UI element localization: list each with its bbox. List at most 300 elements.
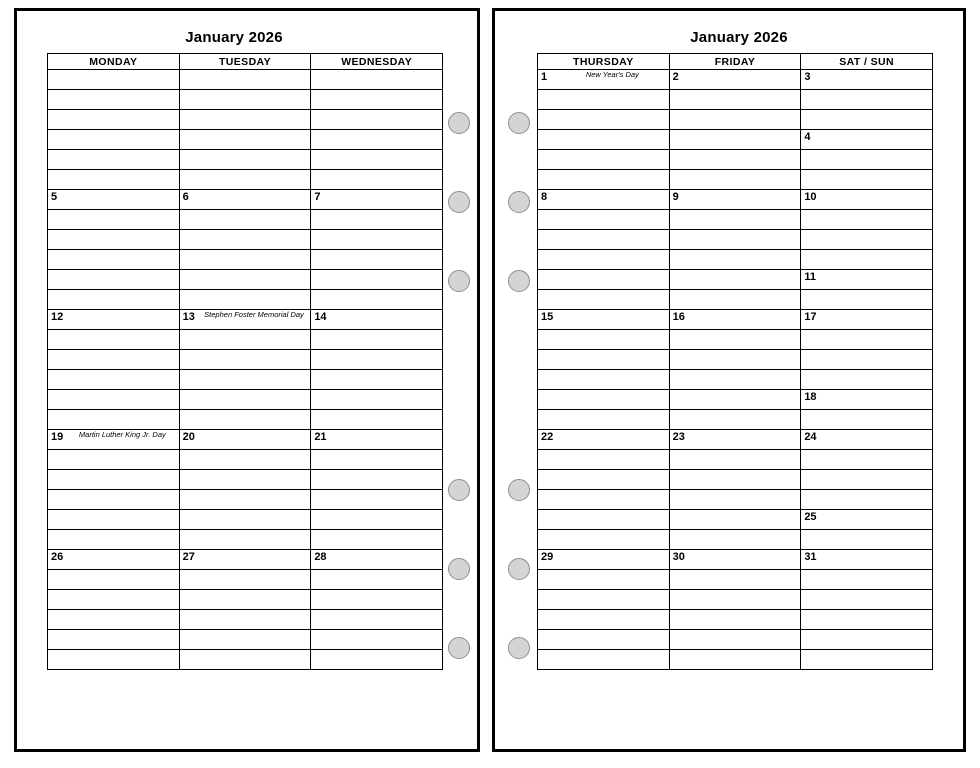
- calendar-row: [48, 650, 443, 670]
- calendar-row: [538, 130, 933, 150]
- day-cell-sunday[interactable]: [801, 270, 933, 290]
- day-cell[interactable]: [48, 430, 180, 450]
- calendar-row: [48, 190, 443, 210]
- calendar-header-row: [538, 54, 933, 70]
- writing-line-cell[interactable]: [48, 390, 180, 410]
- calendar-row: [48, 390, 443, 410]
- day-cell[interactable]: [801, 190, 933, 210]
- writing-line-cell[interactable]: [801, 330, 933, 350]
- calendar-row: [48, 170, 443, 190]
- writing-line-cell[interactable]: [179, 490, 311, 510]
- calendar-row: [538, 190, 933, 210]
- calendar-row: [48, 310, 443, 330]
- writing-line-cell[interactable]: [538, 210, 670, 230]
- writing-line-cell[interactable]: [669, 230, 801, 250]
- day-number: 24: [804, 431, 817, 443]
- day-cell[interactable]: [179, 550, 311, 570]
- writing-line-cell[interactable]: [801, 250, 933, 270]
- writing-line-cell[interactable]: [48, 110, 180, 130]
- day-number: 21: [314, 431, 327, 443]
- writing-line-cell[interactable]: [179, 470, 311, 490]
- writing-line-cell[interactable]: [669, 630, 801, 650]
- writing-line-cell[interactable]: [669, 530, 801, 550]
- writing-line-cell[interactable]: [311, 530, 443, 550]
- day-number: 15: [541, 311, 554, 323]
- writing-line-cell[interactable]: [669, 510, 801, 530]
- calendar-row: [48, 350, 443, 370]
- writing-line-cell[interactable]: [801, 470, 933, 490]
- writing-line-cell[interactable]: [179, 390, 311, 410]
- calendar-row: [538, 410, 933, 430]
- writing-line-cell[interactable]: [669, 350, 801, 370]
- day-number: 28: [314, 551, 327, 563]
- writing-line-cell[interactable]: [48, 270, 180, 290]
- writing-line-cell[interactable]: [538, 530, 670, 550]
- writing-line-cell[interactable]: [669, 330, 801, 350]
- calendar-row: [538, 510, 933, 530]
- writing-line-cell[interactable]: [801, 110, 933, 130]
- writing-line-cell[interactable]: [48, 330, 180, 350]
- writing-line-cell[interactable]: [538, 170, 670, 190]
- day-cell-sunday[interactable]: [801, 390, 933, 410]
- day-number: 26: [51, 551, 64, 563]
- page-title-left: January 2026: [185, 29, 283, 46]
- writing-line-cell[interactable]: [538, 650, 670, 670]
- writing-line-cell[interactable]: [48, 650, 180, 670]
- day-number: 1: [541, 71, 548, 83]
- writing-line-cell[interactable]: [48, 370, 180, 390]
- day-cell[interactable]: [311, 310, 443, 330]
- day-cell[interactable]: [801, 310, 933, 330]
- binder-ring-hole-left: [448, 191, 470, 213]
- writing-line-cell[interactable]: [801, 590, 933, 610]
- writing-line-cell[interactable]: [179, 530, 311, 550]
- calendar-row: [538, 70, 933, 90]
- writing-line-cell[interactable]: [801, 450, 933, 470]
- writing-line-cell[interactable]: [538, 490, 670, 510]
- writing-line-cell[interactable]: [311, 410, 443, 430]
- column-header-monday: MONDAY: [48, 54, 180, 70]
- calendar-grid-left: [47, 53, 443, 670]
- writing-line-cell[interactable]: [801, 530, 933, 550]
- binder-ring-hole-left: [448, 637, 470, 659]
- calendar-row: [538, 550, 933, 570]
- writing-line-cell[interactable]: [48, 90, 180, 110]
- calendar-row: [538, 590, 933, 610]
- calendar-row: [48, 90, 443, 110]
- writing-line-cell[interactable]: [801, 150, 933, 170]
- writing-line-cell[interactable]: [538, 150, 670, 170]
- day-number: 19: [51, 431, 64, 443]
- day-cell[interactable]: [538, 190, 670, 210]
- calendar-row: [538, 90, 933, 110]
- calendar-row: [48, 590, 443, 610]
- day-number: 31: [804, 551, 817, 563]
- calendar-row: [48, 530, 443, 550]
- column-header-sat-sun: SAT / SUN: [801, 54, 933, 70]
- day-cell[interactable]: [311, 190, 443, 210]
- writing-line-cell[interactable]: [538, 350, 670, 370]
- writing-line-cell[interactable]: [48, 590, 180, 610]
- binder-ring-hole-right: [508, 637, 530, 659]
- writing-line-cell[interactable]: [179, 130, 311, 150]
- writing-line-cell[interactable]: [538, 570, 670, 590]
- column-header-wednesday: WEDNESDAY: [311, 54, 443, 70]
- day-number: 6: [182, 191, 189, 203]
- calendar-row: [48, 570, 443, 590]
- writing-line-cell[interactable]: [311, 130, 443, 150]
- writing-line-cell[interactable]: [669, 610, 801, 630]
- calendar-row: [48, 290, 443, 310]
- writing-line-cell[interactable]: [48, 250, 180, 270]
- writing-line-cell[interactable]: [801, 90, 933, 110]
- writing-line-cell[interactable]: [48, 350, 180, 370]
- day-cell[interactable]: [311, 430, 443, 450]
- calendar-row: [538, 530, 933, 550]
- writing-line-cell[interactable]: [311, 170, 443, 190]
- day-number: 5: [51, 191, 58, 203]
- planner-sheet-right: [492, 8, 966, 752]
- day-number: 16: [672, 311, 685, 323]
- day-cell[interactable]: [48, 550, 180, 570]
- binder-ring-hole-left: [448, 479, 470, 501]
- writing-line-cell[interactable]: [538, 250, 670, 270]
- calendar-row: [538, 230, 933, 250]
- writing-line-cell[interactable]: [801, 370, 933, 390]
- calendar-row: [48, 510, 443, 530]
- calendar-row: [538, 570, 933, 590]
- calendar-row: [538, 210, 933, 230]
- writing-line-cell[interactable]: [48, 510, 180, 530]
- writing-line-cell[interactable]: [669, 290, 801, 310]
- writing-line-cell[interactable]: [669, 170, 801, 190]
- writing-line-cell[interactable]: [48, 290, 180, 310]
- writing-line-cell[interactable]: [669, 470, 801, 490]
- writing-line-cell[interactable]: [801, 410, 933, 430]
- writing-line-cell[interactable]: [669, 210, 801, 230]
- column-header-tuesday: TUESDAY: [179, 54, 311, 70]
- day-number: 13: [182, 311, 195, 323]
- day-cell[interactable]: [311, 70, 443, 90]
- writing-line-cell[interactable]: [179, 510, 311, 530]
- day-cell[interactable]: [538, 550, 670, 570]
- writing-line-cell[interactable]: [538, 370, 670, 390]
- writing-line-cell[interactable]: [179, 330, 311, 350]
- calendar-row: [538, 350, 933, 370]
- writing-line-cell[interactable]: [311, 290, 443, 310]
- writing-line-cell[interactable]: [48, 170, 180, 190]
- day-number: 3: [804, 71, 811, 83]
- writing-line-cell[interactable]: [311, 110, 443, 130]
- calendar-row: [48, 270, 443, 290]
- writing-line-cell[interactable]: [179, 90, 311, 110]
- calendar-row: [538, 490, 933, 510]
- writing-line-cell[interactable]: [48, 150, 180, 170]
- writing-line-cell[interactable]: [538, 230, 670, 250]
- column-header-thursday: THURSDAY: [538, 54, 670, 70]
- calendar-table-left: [47, 53, 443, 670]
- writing-line-cell[interactable]: [179, 370, 311, 390]
- day-cell[interactable]: [669, 430, 801, 450]
- calendar-row: [48, 490, 443, 510]
- binder-ring-hole-right: [508, 479, 530, 501]
- day-number: 22: [541, 431, 554, 443]
- writing-line-cell[interactable]: [48, 130, 180, 150]
- column-header-friday: FRIDAY: [669, 54, 801, 70]
- holiday-label: Stephen Foster Memorial Day: [204, 310, 304, 319]
- writing-line-cell[interactable]: [179, 290, 311, 310]
- writing-line-cell[interactable]: [48, 490, 180, 510]
- day-number: 11: [804, 271, 816, 283]
- day-cell-sunday[interactable]: [801, 130, 933, 150]
- calendar-row: [538, 330, 933, 350]
- calendar-row: [538, 110, 933, 130]
- writing-line-cell[interactable]: [48, 530, 180, 550]
- writing-line-cell[interactable]: [669, 150, 801, 170]
- writing-line-cell[interactable]: [538, 590, 670, 610]
- day-number: 17: [804, 311, 817, 323]
- writing-line-cell[interactable]: [538, 470, 670, 490]
- day-cell[interactable]: [179, 70, 311, 90]
- writing-line-cell[interactable]: [179, 150, 311, 170]
- day-number: 27: [182, 551, 195, 563]
- writing-line-cell[interactable]: [669, 590, 801, 610]
- calendar-row: [538, 470, 933, 490]
- writing-line-cell[interactable]: [801, 570, 933, 590]
- writing-line-cell[interactable]: [179, 450, 311, 470]
- writing-line-cell[interactable]: [48, 610, 180, 630]
- writing-line-cell[interactable]: [801, 210, 933, 230]
- writing-line-cell[interactable]: [179, 170, 311, 190]
- writing-line-cell[interactable]: [48, 470, 180, 490]
- writing-line-cell[interactable]: [311, 330, 443, 350]
- writing-line-cell[interactable]: [538, 290, 670, 310]
- calendar-row: [48, 610, 443, 630]
- calendar-row: [538, 630, 933, 650]
- day-number: 8: [541, 191, 548, 203]
- binder-ring-hole-left: [448, 558, 470, 580]
- holiday-label: New Year's Day: [585, 70, 639, 79]
- writing-line-cell[interactable]: [311, 590, 443, 610]
- writing-line-cell[interactable]: [669, 490, 801, 510]
- writing-line-cell[interactable]: [669, 110, 801, 130]
- writing-line-cell[interactable]: [311, 630, 443, 650]
- writing-line-cell[interactable]: [801, 170, 933, 190]
- writing-line-cell[interactable]: [669, 90, 801, 110]
- writing-line-cell[interactable]: [538, 330, 670, 350]
- writing-line-cell[interactable]: [311, 470, 443, 490]
- day-cell[interactable]: [48, 310, 180, 330]
- calendar-row: [538, 250, 933, 270]
- calendar-row: [48, 430, 443, 450]
- calendar-table-right: [537, 53, 933, 670]
- day-cell[interactable]: [311, 550, 443, 570]
- calendar-row: [48, 470, 443, 490]
- writing-line-cell[interactable]: [311, 250, 443, 270]
- writing-line-cell[interactable]: [669, 450, 801, 470]
- writing-line-cell[interactable]: [538, 390, 670, 410]
- day-cell[interactable]: [179, 310, 311, 330]
- calendar-header-row: [48, 54, 443, 70]
- calendar-row: [48, 450, 443, 470]
- writing-line-cell[interactable]: [538, 610, 670, 630]
- writing-line-cell[interactable]: [179, 110, 311, 130]
- calendar-row: [48, 250, 443, 270]
- writing-line-cell[interactable]: [48, 410, 180, 430]
- binder-ring-hole-right: [508, 270, 530, 292]
- writing-line-cell[interactable]: [48, 230, 180, 250]
- day-cell[interactable]: [179, 430, 311, 450]
- holiday-label: Martin Luther King Jr. Day: [78, 430, 166, 439]
- writing-line-cell[interactable]: [311, 350, 443, 370]
- writing-line-cell[interactable]: [311, 210, 443, 230]
- writing-line-cell[interactable]: [669, 410, 801, 430]
- writing-line-cell[interactable]: [669, 570, 801, 590]
- writing-line-cell[interactable]: [311, 650, 443, 670]
- day-number: 12: [51, 311, 64, 323]
- day-number: 25: [804, 511, 817, 523]
- writing-line-cell[interactable]: [538, 130, 670, 150]
- page-title-right: January 2026: [690, 29, 788, 46]
- calendar-row: [48, 130, 443, 150]
- day-number: 10: [804, 191, 817, 203]
- writing-line-cell[interactable]: [311, 510, 443, 530]
- writing-line-cell[interactable]: [311, 490, 443, 510]
- writing-line-cell[interactable]: [179, 610, 311, 630]
- day-cell[interactable]: [669, 550, 801, 570]
- writing-line-cell[interactable]: [179, 250, 311, 270]
- writing-line-cell[interactable]: [311, 90, 443, 110]
- writing-line-cell[interactable]: [179, 210, 311, 230]
- writing-line-cell[interactable]: [48, 570, 180, 590]
- calendar-row: [538, 390, 933, 410]
- day-number: 2: [672, 71, 679, 83]
- writing-line-cell[interactable]: [311, 450, 443, 470]
- binder-ring-hole-right: [508, 558, 530, 580]
- writing-line-cell[interactable]: [311, 570, 443, 590]
- binder-ring-hole-right: [508, 112, 530, 134]
- day-number: 9: [672, 191, 679, 203]
- writing-line-cell[interactable]: [538, 90, 670, 110]
- calendar-row: [538, 270, 933, 290]
- writing-line-cell[interactable]: [311, 610, 443, 630]
- day-number: 4: [804, 131, 811, 143]
- writing-line-cell[interactable]: [669, 390, 801, 410]
- calendar-row: [538, 310, 933, 330]
- writing-line-cell[interactable]: [538, 110, 670, 130]
- writing-line-cell[interactable]: [179, 590, 311, 610]
- writing-line-cell[interactable]: [48, 210, 180, 230]
- calendar-row: [538, 370, 933, 390]
- calendar-row: [538, 430, 933, 450]
- day-number: 29: [541, 551, 554, 563]
- binder-ring-hole-left: [448, 112, 470, 134]
- day-cell-sunday[interactable]: [801, 510, 933, 530]
- day-number: 18: [804, 391, 817, 403]
- writing-line-cell[interactable]: [538, 410, 670, 430]
- day-cell[interactable]: [48, 70, 180, 90]
- writing-line-cell[interactable]: [669, 270, 801, 290]
- day-number: 30: [672, 551, 685, 563]
- day-cell[interactable]: [48, 190, 180, 210]
- day-cell[interactable]: [669, 190, 801, 210]
- calendar-row: [48, 230, 443, 250]
- writing-line-cell[interactable]: [179, 630, 311, 650]
- day-cell[interactable]: [669, 70, 801, 90]
- day-number: 14: [314, 311, 327, 323]
- calendar-row: [538, 650, 933, 670]
- writing-line-cell[interactable]: [538, 270, 670, 290]
- writing-line-cell[interactable]: [179, 230, 311, 250]
- writing-line-cell[interactable]: [538, 630, 670, 650]
- binder-ring-hole-left: [448, 270, 470, 292]
- day-cell[interactable]: [801, 70, 933, 90]
- writing-line-cell[interactable]: [311, 230, 443, 250]
- writing-line-cell[interactable]: [311, 390, 443, 410]
- calendar-row: [48, 330, 443, 350]
- calendar-row: [48, 410, 443, 430]
- writing-line-cell[interactable]: [669, 130, 801, 150]
- calendar-row: [48, 70, 443, 90]
- calendar-row: [538, 610, 933, 630]
- calendar-row: [48, 210, 443, 230]
- writing-line-cell[interactable]: [538, 510, 670, 530]
- writing-line-cell[interactable]: [179, 350, 311, 370]
- day-number: 20: [182, 431, 195, 443]
- writing-line-cell[interactable]: [801, 230, 933, 250]
- calendar-row: [538, 150, 933, 170]
- day-cell[interactable]: [538, 310, 670, 330]
- writing-line-cell[interactable]: [311, 370, 443, 390]
- day-cell[interactable]: [801, 430, 933, 450]
- day-cell[interactable]: [538, 430, 670, 450]
- writing-line-cell[interactable]: [311, 270, 443, 290]
- calendar-row: [48, 150, 443, 170]
- writing-line-cell[interactable]: [801, 650, 933, 670]
- writing-line-cell[interactable]: [801, 630, 933, 650]
- day-cell[interactable]: [801, 550, 933, 570]
- calendar-row: [48, 110, 443, 130]
- writing-line-cell[interactable]: [801, 490, 933, 510]
- writing-line-cell[interactable]: [311, 150, 443, 170]
- writing-line-cell[interactable]: [179, 270, 311, 290]
- calendar-row: [48, 630, 443, 650]
- writing-line-cell[interactable]: [179, 570, 311, 590]
- day-number: 7: [314, 191, 321, 203]
- calendar-row: [538, 450, 933, 470]
- day-cell[interactable]: [179, 190, 311, 210]
- writing-line-cell[interactable]: [179, 410, 311, 430]
- day-number: 23: [672, 431, 685, 443]
- writing-line-cell[interactable]: [538, 450, 670, 470]
- writing-line-cell[interactable]: [801, 610, 933, 630]
- writing-line-cell[interactable]: [48, 630, 180, 650]
- writing-line-cell[interactable]: [669, 250, 801, 270]
- day-cell[interactable]: [538, 70, 670, 90]
- writing-line-cell[interactable]: [801, 290, 933, 310]
- writing-line-cell[interactable]: [179, 650, 311, 670]
- calendar-row: [48, 370, 443, 390]
- writing-line-cell[interactable]: [801, 350, 933, 370]
- writing-line-cell[interactable]: [669, 370, 801, 390]
- day-cell[interactable]: [669, 310, 801, 330]
- calendar-grid-right: [537, 53, 933, 670]
- calendar-row: [48, 550, 443, 570]
- binder-ring-hole-right: [508, 191, 530, 213]
- writing-line-cell[interactable]: [669, 650, 801, 670]
- writing-line-cell[interactable]: [48, 450, 180, 470]
- calendar-row: [538, 290, 933, 310]
